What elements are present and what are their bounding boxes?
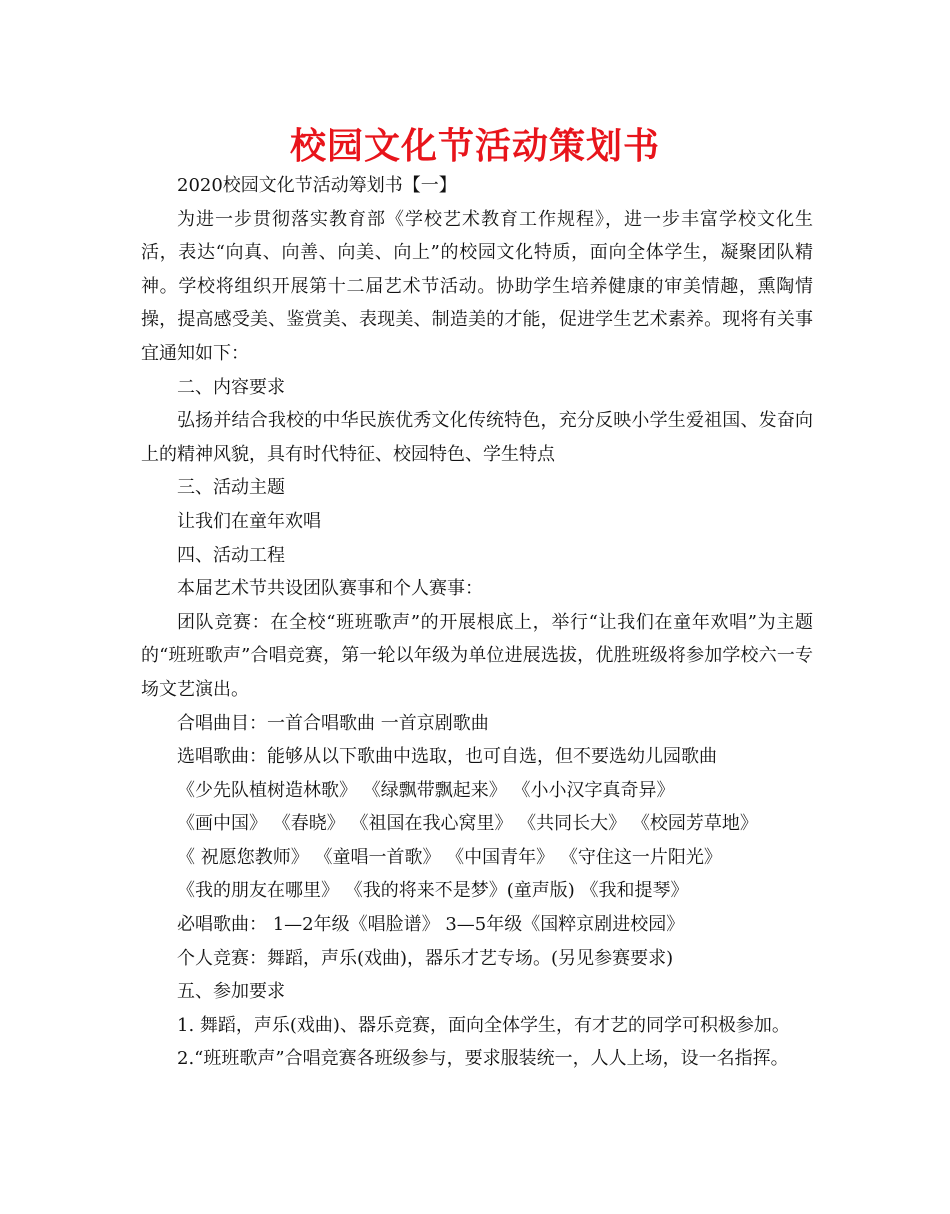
individual-competition-line: 个人竞赛：舞蹈，声乐(戏曲)，器乐才艺专场。(另见参赛要求) [177,947,674,969]
document-body [141,169,813,1076]
requirement-item: 1. 舞蹈，声乐(戏曲)、器乐竞赛，面向全体学生，有才艺的同学可积极参加。 [177,1014,790,1036]
song-list-line: 《 祝愿您教师》 《童唱一首歌》 《中国青年》 《守住这一片阳光》 [177,846,722,868]
section-heading-requirements: 五、参加要求 [177,981,285,1003]
theme-text: 让我们在童年欢唱 [177,510,321,532]
subtitle-line: 2020校园文化节活动筹划书【一】 [177,175,457,196]
document-title: 校园文化节活动策划书 [289,126,660,167]
chorus-repertoire-line: 合唱曲目：一首合唱歌曲 一首京剧歌曲 [177,712,489,734]
optional-songs-line: 选唱歌曲：能够从以下歌曲中选取，也可自选，但不要选幼儿园歌曲 [177,746,717,768]
required-songs-line: 必唱歌曲： 1—2年级《唱脸谱》 3—5年级《国粹京剧进校园》 [177,914,685,936]
section-heading-content: 二、内容要求 [177,376,285,398]
section-heading-theme: 三、活动主题 [177,477,285,499]
song-list-line: 《我的朋友在哪里》 《我的将来不是梦》(童声版) 《我和提琴》 [177,880,689,902]
team-competition-paragraph: 团队竞赛：在全校“班班歌声”的开展根底上，举行“让我们在童年欢唱”为主题的“班班歌声”合唱竞赛，第一轮以年级为单位进展选拔，优胜班级将参加学校六一专场文艺演出。 [141,611,813,700]
project-intro: 本届艺术节共设团队赛事和个人赛事： [177,578,483,600]
song-list-line: 《画中国》 《春晓》 《祖国在我心窝里》 《共同长大》 《校园芳草地》 [177,813,758,835]
song-list-line: 《少先队植树造林歌》 《绿飘带飘起来》 《小小汉字真奇异》 [177,779,675,801]
intro-paragraph: 为进一步贯彻落实教育部《学校艺术教育工作规程》，进一步丰富学校文化生活，表达“向真、向善、向美、向上”的校园文化特质，面向全体学生，凝聚团队精神。学校将组织开展第十二届艺术节活动。协助学生培养健康的审美情趣，熏陶情操，提高感受美、鉴赏美、表现美、制造美的才能，促进学生艺术素养。现将有关事宜通知如下： [141,208,813,364]
section-heading-project: 四、活动工程 [177,544,285,566]
requirement-item: 2.“班班歌声”合唱竞赛各班级参与，要求服装统一，人人上场，设一名指挥。 [177,1048,789,1070]
content-paragraph: 弘扬并结合我校的中华民族优秀文化传统特色，充分反映小学生爱祖国、发奋向上的精神风貌，具有时代特征、校园特色、学生特点 [141,410,813,465]
